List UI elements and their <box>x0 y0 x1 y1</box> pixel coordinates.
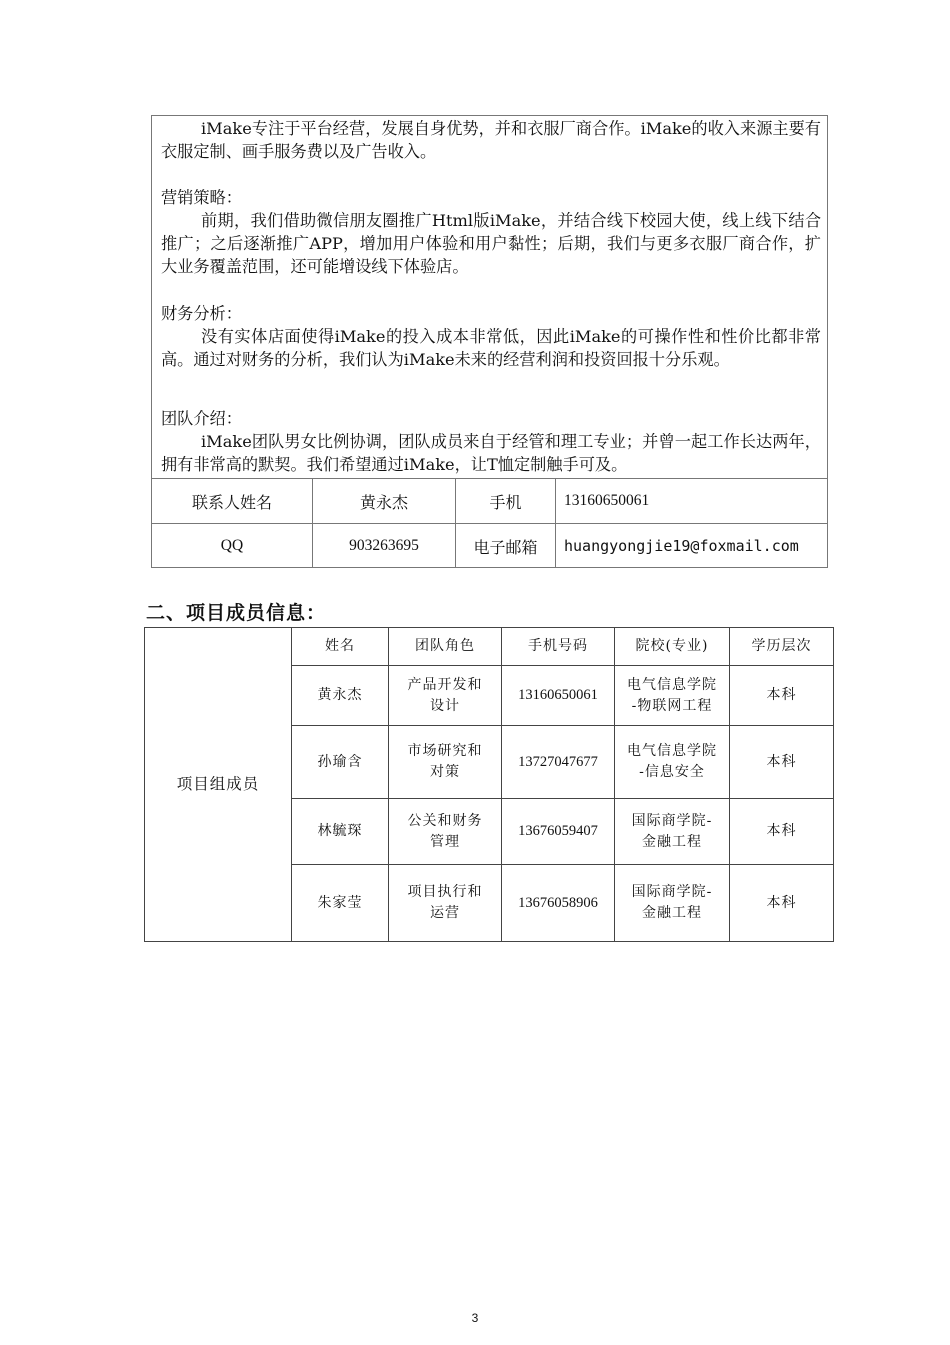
members-section-title: 二、项目成员信息： <box>146 602 327 624</box>
contact-qq-label: QQ <box>220 537 244 554</box>
member-degree: 本科 <box>766 687 797 703</box>
group-label: 项目组成员 <box>176 775 260 793</box>
member-degree: 本科 <box>766 823 797 839</box>
member-role-line: 产品开发和 <box>407 676 483 693</box>
member-role-line: 运营 <box>430 905 460 921</box>
contact-email-label: 电子邮箱 <box>473 537 538 557</box>
contact-name-label: 联系人姓名 <box>191 492 272 512</box>
marketing-paragraph: 前期，我们借助微信朋友圈推广Html版iMake，并结合线下校园大使，线上线下结合推广；之后逐渐推广APP，增加用户体验和用户黏性；后期，我们与更多衣服厂商合作，扩大业务覆盖范围，还可能增设线下体验店。 <box>161 211 821 276</box>
member-role-line: 设计 <box>430 697 460 714</box>
project-summary-box <box>151 115 828 568</box>
member-name: 黄永杰 <box>317 687 363 703</box>
member-school-line: -物联网工程 <box>631 697 713 714</box>
member-role-line: 管理 <box>430 833 460 850</box>
member-phone: 13676059407 <box>518 823 598 839</box>
member-school <box>615 865 729 941</box>
member-school <box>615 799 729 864</box>
member-school-line: 金融工程 <box>641 833 702 850</box>
contact-phone-value: 13160650061 <box>564 492 650 509</box>
revenue-paragraph: iMake专注于平台经营，发展自身优势，并和衣服厂商合作。iMake的收入来源主要有衣服定制、画手服务费以及广告收入。 <box>161 119 821 161</box>
member-role <box>389 799 501 864</box>
team-heading: 团队介绍： <box>161 409 242 428</box>
member-school-line: 国际商学院- <box>631 812 713 829</box>
member-school-line: 金融工程 <box>641 905 702 921</box>
marketing-heading: 营销策略： <box>161 188 242 207</box>
member-name: 朱家莹 <box>317 894 363 911</box>
member-school-line: 电气信息学院 <box>627 676 717 693</box>
header-role: 团队角色 <box>415 638 475 654</box>
member-school <box>615 666 729 725</box>
member-school <box>615 726 729 798</box>
member-name: 孙瑜含 <box>317 753 363 770</box>
members-table <box>144 627 834 942</box>
member-school-line: -信息安全 <box>639 764 705 780</box>
header-degree: 学历层次 <box>751 638 812 654</box>
member-phone: 13676058906 <box>518 894 598 911</box>
page-number: 3 <box>471 1311 479 1325</box>
member-role <box>389 666 501 725</box>
team-paragraph: iMake团队男女比例协调，团队成员来自于经管和理工专业；并曾一起工作长达两年，拥有非常高的默契。我们希望通过iMake，让T恤定制触手可及。 <box>161 432 821 474</box>
member-school-line: 国际商学院- <box>631 884 713 900</box>
finance-paragraph: 没有实体店面使得iMake的投入成本非常低，因此iMake的可操作性和性价比都非常高。通过对财务的分析，我们认为iMake未来的经营利润和投资回报十分乐观。 <box>161 327 821 369</box>
header-name: 姓名 <box>325 638 355 654</box>
header-phone: 手机号码 <box>528 638 588 654</box>
contact-qq-value: 903263695 <box>349 537 419 554</box>
header-school: 院校(专业) <box>635 638 709 654</box>
finance-heading: 财务分析： <box>161 304 242 323</box>
member-name: 林毓琛 <box>317 823 363 839</box>
contact-email-value: huangyongjie19@foxmail.com <box>564 537 799 555</box>
member-degree: 本科 <box>766 894 797 911</box>
member-role-line: 市场研究和 <box>407 743 483 759</box>
member-role-line: 对策 <box>430 764 460 780</box>
member-role-line: 公关和财务 <box>407 812 483 829</box>
member-degree: 本科 <box>766 753 797 770</box>
member-phone: 13727047677 <box>518 753 598 770</box>
member-role-line: 项目执行和 <box>407 884 483 900</box>
member-role <box>389 865 501 941</box>
member-school-line: 电气信息学院 <box>627 743 717 759</box>
contact-name-value: 黄永杰 <box>359 492 408 512</box>
contact-phone-label: 手机 <box>489 492 522 512</box>
member-role <box>389 726 501 798</box>
member-phone: 13160650061 <box>518 687 598 703</box>
